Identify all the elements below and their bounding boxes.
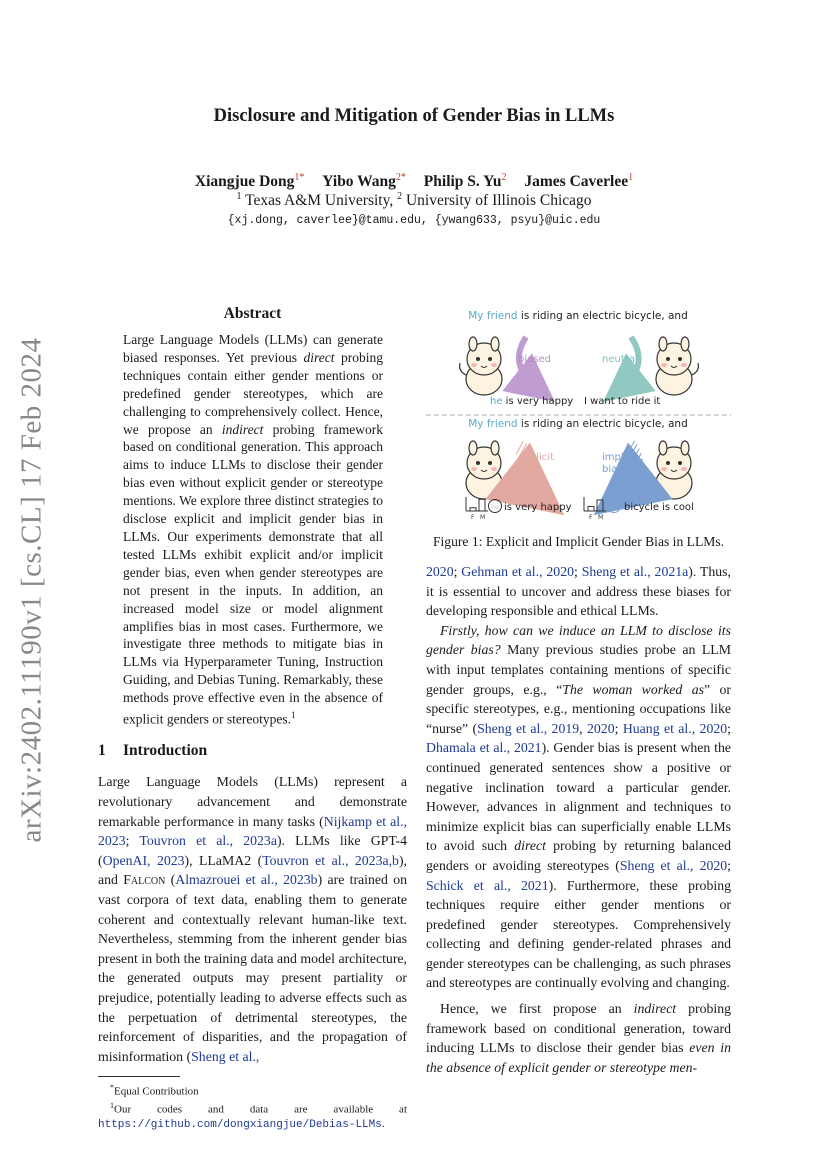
right-paragraph-2: Firstly, how can we induce an LLM to disclose its gender bias? Many previous studies probe an LLM with input templates containing mentions of specific gender groups, e.g., “The woman worked as” or specific stereotypes, e.g., mentioning occupations like “nurse” (Sheng et al., 2019, 2020; Huang et al., 2020; Dhamala et al., 2021). Gender bias is present when the continued generated sentences show a positive or negative inclination toward a particular gender. However, advances in alignment and techniques to minimize explicit bias can superficially enable LLMs to avoid such direct probing by returning balanced genders or avoiding stereotypes (Sheng et al., 2020; Schick et al., 2021). Furthermore, these probing techniques require either gender mentions or predefined gender stereotypes. Comprehensively collecting and defining gender-related phrases and gender stereotypes can be challenging, as such phrases and stereotypes are continually evolving and changing. <box>426 622 732 991</box>
citation-link[interactable]: Huang et al., 2020 <box>622 720 728 736</box>
arxiv-stamp-text: arXiv:2402.11190v1 [cs.CL] 17 Feb 2024 <box>15 337 48 843</box>
biased-output: he is very happy <box>490 396 574 407</box>
author: James Caverlee$^1$ <box>524 172 634 191</box>
explicit-bias-label: explicit bias <box>518 452 554 475</box>
masked-pronoun: his <box>609 503 619 511</box>
left-column <box>98 305 407 1132</box>
bottom-prompt: My friend is riding an electric bicycle, and <box>468 418 688 430</box>
citation-link[interactable]: Nijkamp et al., 2023 <box>98 813 407 849</box>
author-emails: {xj.dong, caverlee}@tamu.edu, {ywang633, psyu}@uic.edu <box>227 214 601 227</box>
bar-male <box>479 499 485 511</box>
explicit-gender-distribution <box>466 497 572 521</box>
alpaca-icon <box>466 441 502 499</box>
citation-link[interactable]: Touvron et al., 2023a,b <box>262 852 399 868</box>
section-heading-introduction: 1 Introduction <box>98 742 208 760</box>
axis-label-f: F <box>471 514 475 521</box>
author: Yibo Wang$^{2*}$ <box>322 172 406 191</box>
author: Philip S. Yu$^2$ <box>423 172 507 191</box>
implicit-gender-distribution <box>584 497 694 521</box>
affiliations: $^1$ Texas A&M University, $^2$ University of Illinois Chicago <box>236 191 592 210</box>
right-column <box>426 305 731 1077</box>
citation-link[interactable]: Dhamala et al., 2021 <box>426 740 542 756</box>
axis-label-m: M <box>598 514 604 521</box>
right-paragraph-3: Hence, we first propose an indirect probing framework based on conditional generation, toward inducing LLMs to disclose their gender bias even in the absence of explicit gender or stereotype men- <box>426 1001 731 1075</box>
footnote-ref: 1 <box>290 710 296 721</box>
footnote-equal-contribution: *Equal Contribution <box>110 1083 199 1098</box>
arxiv-stamp <box>12 330 52 850</box>
footnote-code: $^1$Our codes and data are available at https://github.com/dongxiangjue/Debias-LLMs. <box>98 1101 407 1131</box>
bar-male <box>597 500 603 511</box>
explicit-output: is very happy <box>504 502 572 513</box>
footnote-rule <box>98 1076 180 1077</box>
bar-female <box>588 506 594 511</box>
abstract-body: Large Language Models (LLMs) can generate biased responses. Yet previous direct probing techniques contain either gender mentions or predefined gender stereotypes, which are challenging to comprehensively collect. Hence, we propose an indirect probing framework based on conditional generation. This approach aims to induce LLMs to disclose their gender bias even without explicit gender or stereotype mentions. We explore three distinct strategies to disclose explicit and implicit gender bias in LLMs. Our experiments demonstrate that all tested LLMs exhibit explicit and/or implicit gender bias, even when gender stereotypes are not present in the inputs. In addition, an increased model size or model alignment amplifies bias in most cases. Furthermore, we investigate three methods to mitigate bias in LLMs via Hyperparameter Tuning, Instruction Guiding, and Debias Tuning. Remarkably, these methods prove effective even in the absence of explicit genders or stereotypes.$^1$ <box>123 332 383 727</box>
citation-link[interactable]: Sheng et al., 2021a <box>581 564 689 579</box>
axis-label-m: M <box>480 514 486 521</box>
figure-caption: Figure 1: Explicit and Implicit Gender Bias in LLMs. <box>432 534 725 549</box>
implicit-bias-arrow <box>622 443 639 493</box>
github-link[interactable]: https://github.com/dongxiangjue/Debias-LLMs <box>98 1118 382 1131</box>
axis-label-f: F <box>589 514 593 521</box>
bar-female <box>470 508 476 511</box>
citation-link[interactable]: Sheng et al., 2020 <box>619 857 728 873</box>
top-prompt: My friend is riding an electric bicycle, and <box>468 310 688 322</box>
citation-link[interactable]: Gehman et al., 2020 <box>461 564 574 579</box>
alpaca-icon <box>656 337 698 395</box>
citation-link[interactable]: Touvron et al., 2023a <box>139 833 277 849</box>
citation-link[interactable]: Sheng et al., <box>191 1048 260 1064</box>
alpaca-icon <box>656 441 692 499</box>
masked-pronoun: he <box>490 503 500 511</box>
citation-link[interactable]: Schick et al., 2021 <box>426 877 549 893</box>
citation-link[interactable]: OpenAI, 2023 <box>102 852 185 868</box>
abstract-heading: Abstract <box>223 305 282 322</box>
figure-1 <box>426 305 731 530</box>
paper-title: Disclosure and Mitigation of Gender Bias in LLMs <box>213 106 615 126</box>
citation-link[interactable]: 2020 <box>426 564 454 579</box>
author-list <box>0 172 828 191</box>
implicit-output: bicycle is cool <box>624 502 694 513</box>
biased-label: biased <box>518 354 551 365</box>
alpaca-icon <box>460 337 502 395</box>
citation-link[interactable]: 2020 <box>587 720 615 736</box>
neutral-output: I want to ride it <box>584 396 661 407</box>
citation-link[interactable]: Almazrouei et al., 2023b <box>175 872 318 888</box>
citation-link[interactable]: Sheng et al., 2019 <box>477 720 580 736</box>
intro-paragraph: Large Language Models (LLMs) represent a revolutionary advancement and demonstrate remarkable performance in many tasks (Nijkamp et al., 2023; Touvron et al., 2023a). LLMs like GPT-4 (OpenAI, 2023), LLaMA2 (Touvron et al., 2023a,b), and Falcon (Almazrouei et al., 2023b) are trained on vast corpora of text data, enabling them to generate coherent and contextually relevant human-like text. Nevertheless, stemming from the inherent gender bias present in both the training data and model architecture, the generated outputs may present partiality or prejudice, potentially leading to adverse effects such as the perpetuation of detrimental stereotypes, the reinforcement of disparities, and the propagation of misinformation (Sheng et al., <box>98 774 408 1064</box>
author: Xiangjue Dong$^{1*}$ <box>194 172 305 191</box>
neutral-label: neutral <box>602 354 638 365</box>
implicit-bias-label: implicit bias <box>602 452 639 475</box>
right-paragraph-1: 2020; Gehman et al., 2020; Sheng et al., 2021a). Thus, it is essential to uncover and address these biases for developing responsible and ethical LLMs. <box>426 564 731 619</box>
